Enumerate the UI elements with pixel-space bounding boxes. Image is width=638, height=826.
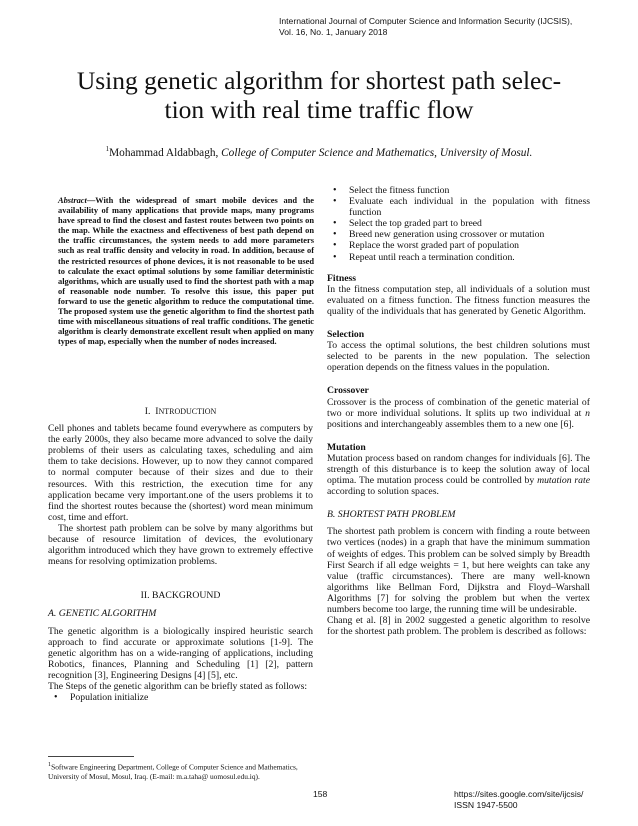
section-heading-introduction: I. INTRODUCTION bbox=[144, 406, 217, 417]
footnote-divider bbox=[48, 756, 134, 757]
heading-fitness: Fitness bbox=[327, 272, 357, 284]
issn: ISSN 1947-5500 bbox=[454, 800, 518, 810]
journal-name: International Journal of Computer Science and Information Security (IJCSIS), bbox=[279, 16, 573, 26]
footnote bbox=[48, 760, 312, 782]
shortest-path-paragraph-2: Chang et al. [8] in 2002 suggested a genetic algorithm to resolve for the shortest path problem. The problem is described as follows: bbox=[327, 615, 590, 638]
right-column-body bbox=[327, 185, 590, 637]
footer-site bbox=[454, 789, 583, 811]
subheading-shortest-path-problem: B. SHORTEST PATH PROBLEM bbox=[327, 509, 456, 521]
selection-paragraph: To access the optimal solutions, the best children solutions must selected to be parents in the new population. The selection operation depends on the fitness values in the population. bbox=[327, 340, 590, 374]
intro-paragraph-1: Cell phones and tablets became found everywhere as computers by the early 2000s, they also became more advanced to solve the daily problems of their users as calculating taxes, scheduling and aim them to take decisions. However, up to now they cannot compared to normal computer because of their sizes and due to their resources. With this restriction, the execution time for any application became very important.one of the users problems it to find the shortest routes because the (shortest) word mean minimum cost, time and effort. bbox=[48, 423, 313, 523]
paper-title bbox=[40, 66, 598, 124]
heading-mutation: Mutation bbox=[327, 441, 366, 453]
left-column-body bbox=[48, 406, 313, 703]
fitness-paragraph: In the fitness computation step, all individuals of a solution must evaluated on a fitness function. The fitness function measures the quality of the individuals that has generated by Genetic Algorithm. bbox=[327, 283, 590, 317]
list-item: • Select the top graded part to breed bbox=[327, 218, 590, 229]
page-number: 158 bbox=[313, 789, 328, 799]
list-item: • Evaluate each individual in the population with fitness function bbox=[327, 196, 590, 218]
footnote-text: Software Engineering Department, College of Computer Science and Mathematics, University of Mosul, Mosul, Iraq. (E-mail: m.a.taha@ uomosul.edu.iq). bbox=[48, 762, 298, 782]
author-line bbox=[0, 145, 638, 159]
author-superscript: 1 bbox=[105, 145, 110, 153]
ga-steps-list-left bbox=[48, 692, 313, 703]
shortest-path-paragraph-1: The shortest path problem is concern with finding a route between two vertices (nodes) in a graph that have the minimum summation of weights of edges. This problem can be solved simply by Breadth First Search if all edge weights = 1, but here weights can take any value (traffic circumstances). There are many well-known algorithms like Bellman Ford, Dijkstra and Floyd–Warshall Algorithms [7] for solving the problem but when the vertex numbers become too large, the running time will be undesirable. bbox=[327, 526, 590, 615]
list-item: • Select the fitness function bbox=[327, 185, 590, 196]
abstract-label: Abstract bbox=[58, 196, 87, 205]
journal-volume: Vol. 16, No. 1, January 2018 bbox=[279, 27, 388, 37]
title-line-2: tion with real time traffic flow bbox=[164, 95, 474, 124]
list-item: • Population initialize bbox=[48, 692, 313, 703]
journal-header bbox=[279, 16, 572, 38]
list-item: • Breed new generation using crossover or mutation bbox=[327, 229, 590, 240]
mutation-paragraph: Mutation process based on random changes for individuals [6]. The strength of this disturbance is to keep the solution away of local optima. The mutation process could be controlled by mutation rate according to solution spaces. bbox=[327, 452, 590, 498]
author-name: Mohammad Aldabbagh, bbox=[109, 146, 222, 159]
list-item: • Repeat until reach a termination condition. bbox=[327, 252, 590, 263]
ga-paragraph-2: The Steps of the genetic algorithm can be briefly stated as follows: bbox=[48, 680, 308, 692]
abstract-text: —With the widespread of smart mobile devices and the availability of many applications that provide maps, many programs have spread to find the closest and fastest routes between two points on the map. While the exactness and effectiveness of best path depend on the traffic circumstances, the system needs to add more parameters such as real traffic density and velocity in road. In addition, because of the restricted resources of phone devices, it is not reasonable to be used to calculate the exact optimal solutions by some familiar deterministic algorithms, which are usually used to find the shortest path with a map of reasonable node number. To resolve this issue, this paper put forward to use the genetic algorithm to reduce the computational time. The proposed system use the genetic algorithm to find the shortest path time with miscellaneous situations of real traffic conditions. The genetic algorithm is clearly demonstrate excellent result when applied on many types of map, especially when the number of nodes increased. bbox=[58, 196, 314, 347]
subheading-genetic-algorithm: A. GENETIC ALGORITHM bbox=[48, 608, 157, 620]
ga-paragraph-1: The genetic algorithm is a biologically inspired heuristic search approach to find accurate or approximate solutions [1-9]. The genetic algorithm has on a wide-ranging of applications, including Robotics, finances, Planning and Scheduling [1] [2], pattern recognition [3], Engineering Designs [4] [5], etc. bbox=[48, 625, 313, 681]
heading-crossover: Crossover bbox=[327, 385, 369, 397]
intro-paragraph-2: The shortest path problem can be solve by many algorithms but because of resource limitation of devices, the evolutionary algorithm introduced which they have grown to extremely effective means for resolving optimization problems. bbox=[48, 522, 313, 568]
ga-steps-list-right bbox=[327, 185, 590, 263]
list-item: • Replace the worst graded part of population bbox=[327, 240, 590, 251]
abstract bbox=[58, 196, 314, 347]
title-line-1: Using genetic algorithm for shortest path selec- bbox=[76, 66, 562, 95]
footnote-superscript: 1 bbox=[48, 762, 52, 768]
journal-url: https://sites.google.com/site/ijcsis/ bbox=[454, 789, 584, 799]
author-affiliation: College of Computer Science and Mathematics, University of Mosul. bbox=[221, 146, 533, 159]
section-heading-background: II. BACKGROUND bbox=[140, 590, 221, 602]
heading-selection: Selection bbox=[327, 329, 365, 341]
crossover-paragraph: Crossover is the process of combination of the genetic material of two or more individual solutions. It splits up two individual at n positions and interchangeably assembles them to a new one [6]. bbox=[327, 396, 590, 430]
